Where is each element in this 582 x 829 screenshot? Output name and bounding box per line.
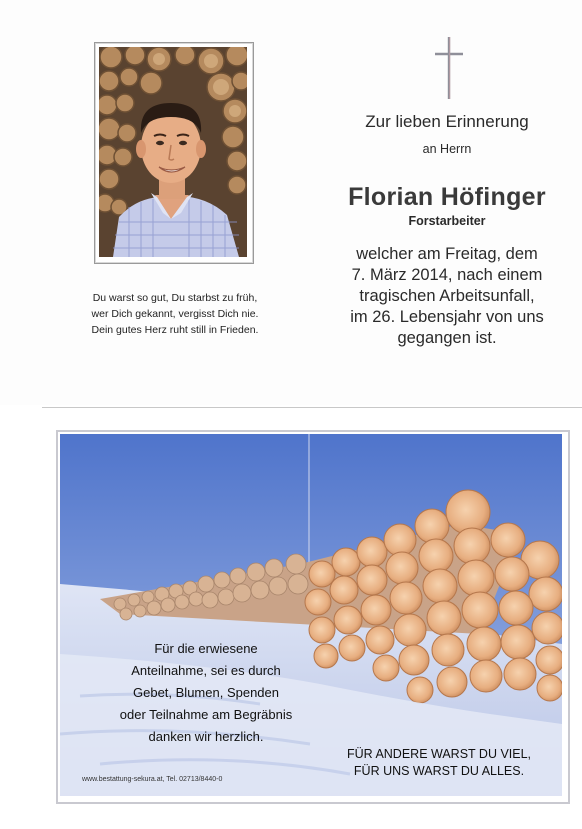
portrait-photo [99, 47, 247, 257]
thanks-line: Für die erwiesene [154, 641, 258, 656]
motto-line: FÜR ANDERE WARST DU VIEL, [346, 747, 532, 761]
poem-line: Dein gutes Herz ruht still in Frieden. [91, 324, 259, 336]
death-text-line: tragischen Arbeitsunfall, [359, 287, 535, 305]
motto-line: FÜR UNS WARST DU ALLES. [353, 764, 525, 778]
death-text-line: 7. März 2014, nach einem [351, 266, 543, 284]
profession: Forstarbeiter [408, 214, 486, 228]
poem-verse [66, 290, 284, 338]
thanks-text [106, 638, 306, 748]
thanks-line: oder Teilnahme am Begräbnis [119, 707, 293, 722]
portrait-frame [94, 42, 254, 264]
thanks-line: Gebet, Blumen, Spenden [133, 685, 279, 700]
memorial-card-front [0, 0, 582, 405]
motto [320, 746, 558, 780]
death-text-line: gegangen ist. [397, 329, 497, 347]
death-text-line: im 26. Lebensjahr von uns [350, 308, 544, 326]
death-notice-text [318, 244, 576, 349]
thanks-line: Anteilnahme, sei es durch [131, 663, 281, 678]
poem-line: Du warst so gut, Du starbst zu früh, [92, 292, 258, 304]
cross-icon [434, 36, 464, 100]
death-text-line: welcher am Freitag, dem [356, 245, 538, 263]
in-memory-heading: Zur lieben Erinnerung [365, 112, 529, 131]
funeral-home-imprint: www.bestattung-sekura.at, Tel. 02713/8440-0 [82, 776, 223, 783]
deceased-name: Florian Höfinger [348, 183, 546, 211]
poem-line: wer Dich gekannt, vergisst Dich nie. [91, 308, 259, 320]
thanks-line: danken wir herzlich. [148, 729, 264, 744]
salutation: an Herrn [422, 142, 472, 156]
